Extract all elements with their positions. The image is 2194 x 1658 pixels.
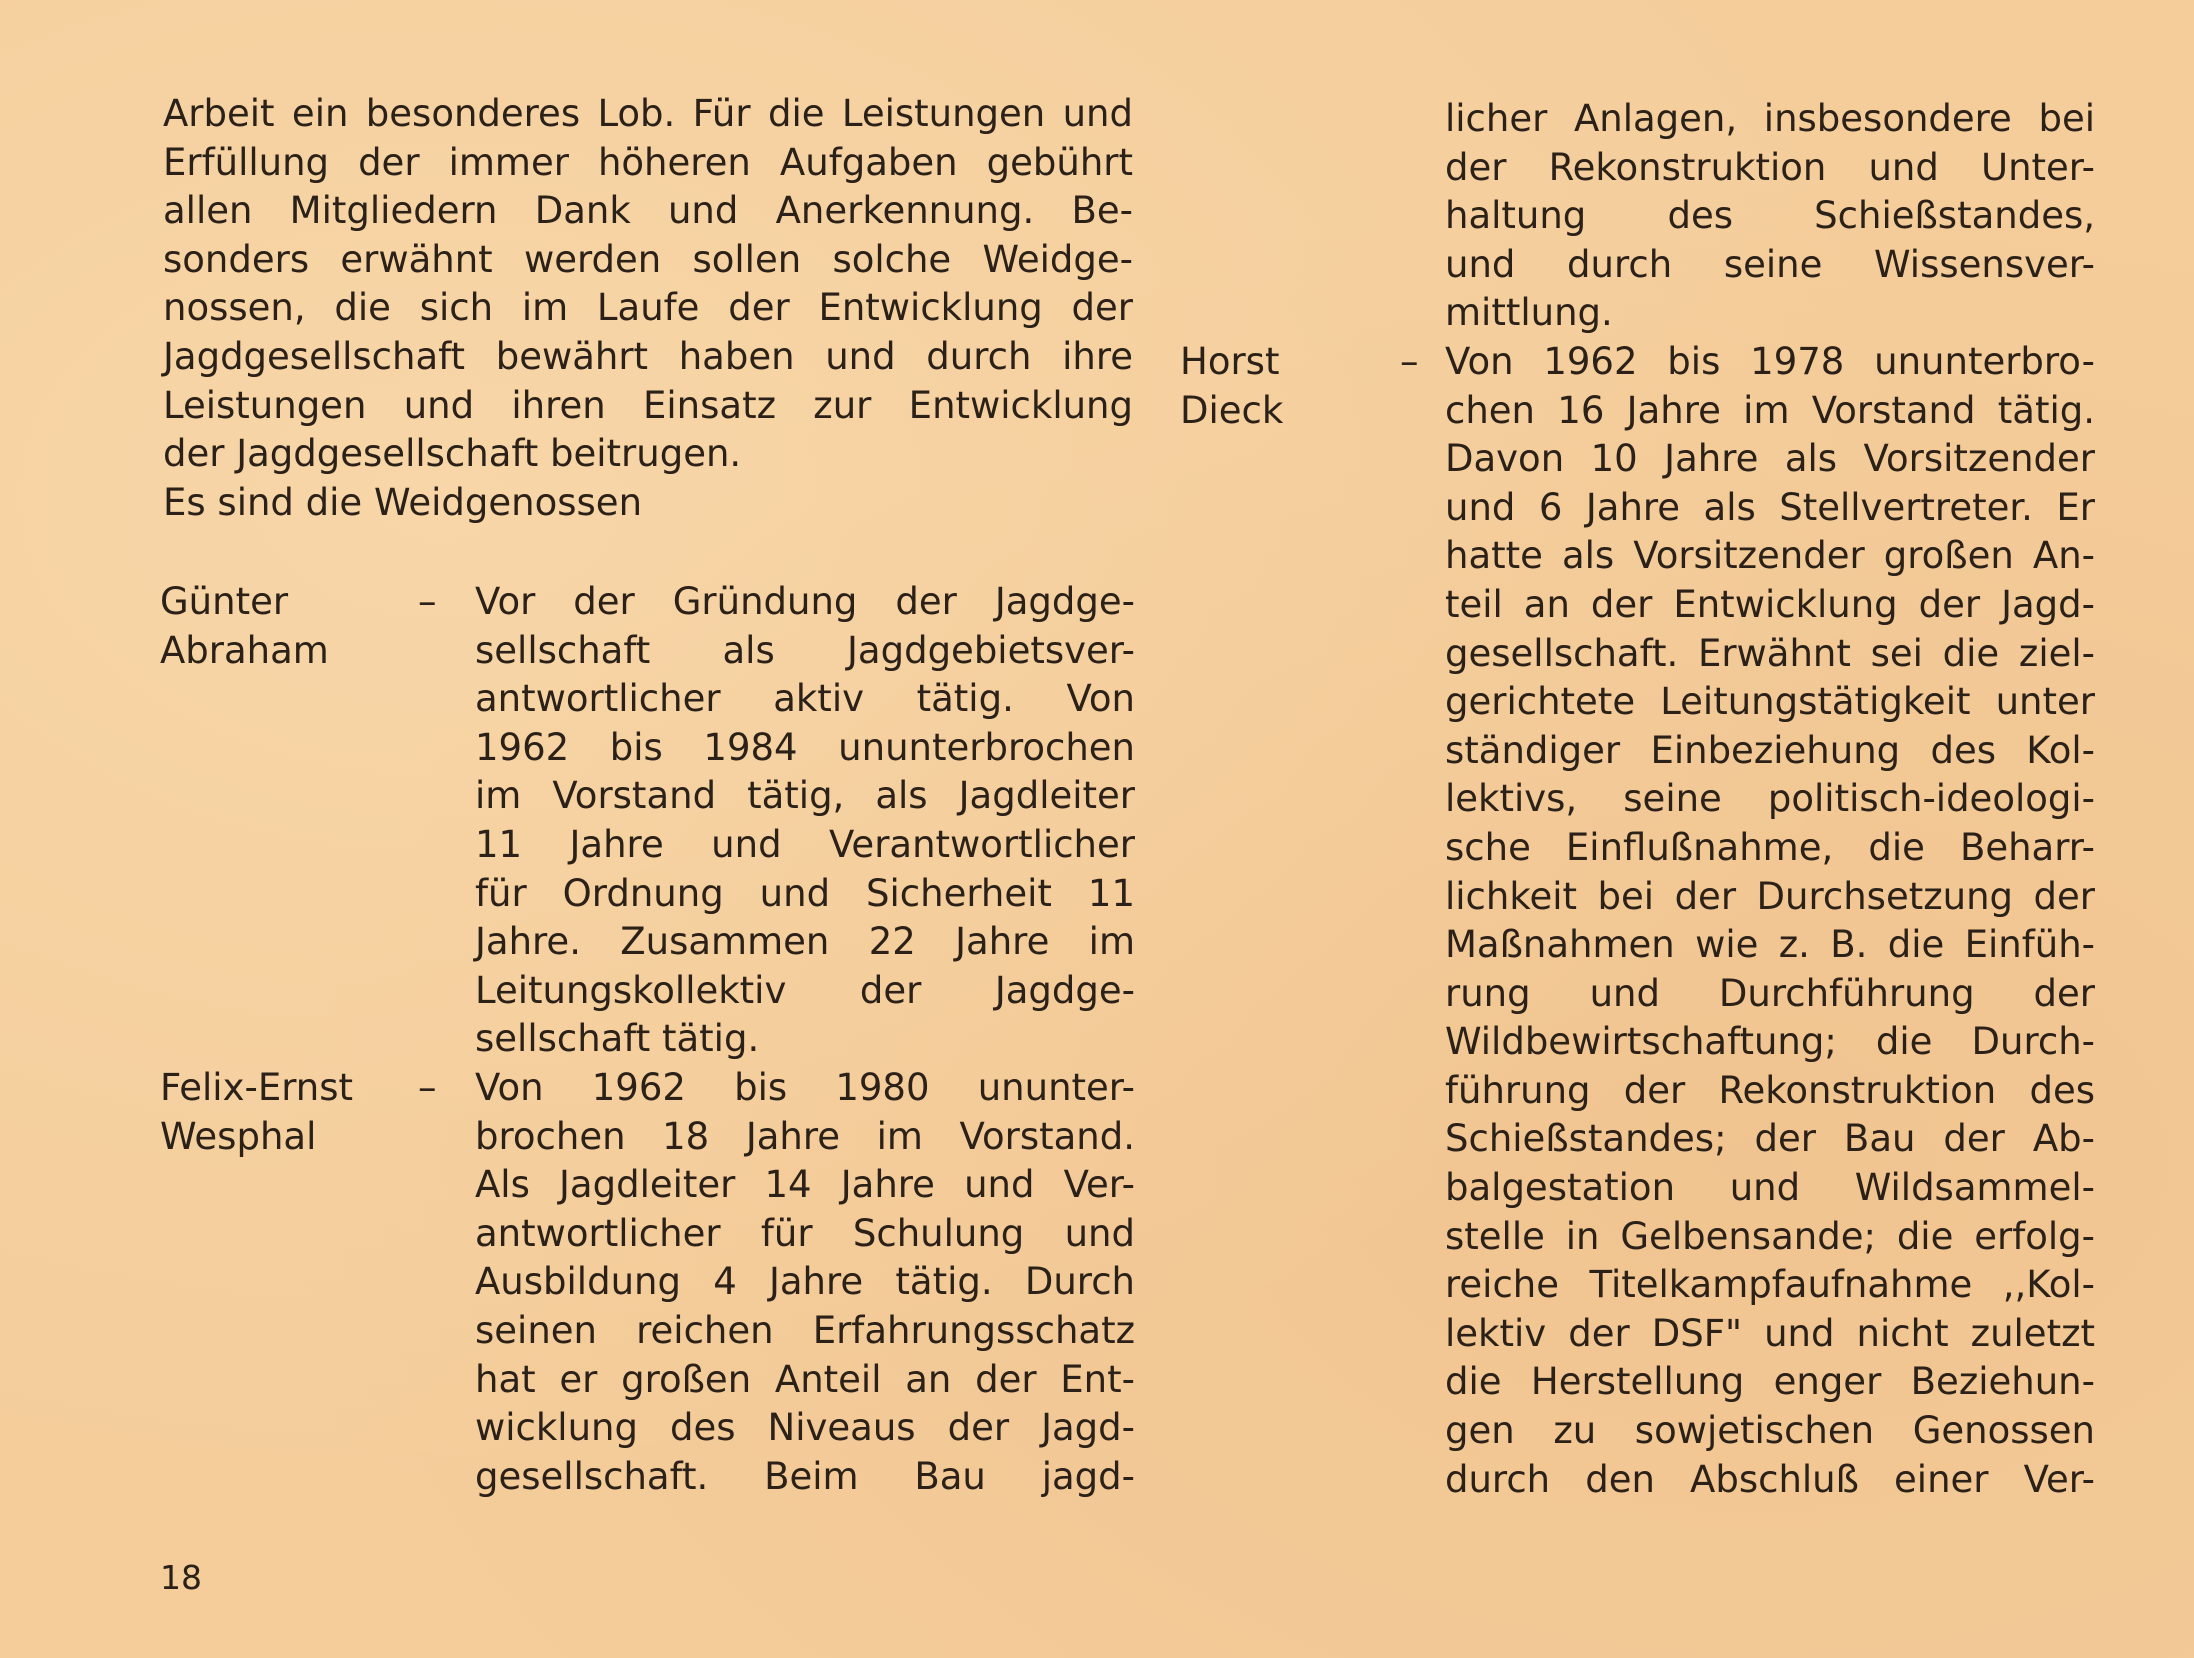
entry-text-line: antwortlicher für Schulung und	[475, 1211, 1135, 1255]
continuation-line: und durch seine Wissensver-	[1445, 242, 2095, 286]
intro-line: Erfüllung der immer höheren Aufgaben gebührt	[163, 140, 1133, 184]
intro-line: Jagdgesellschaft bewährt haben und durch ihre	[163, 334, 1133, 378]
entry-text-line: die Herstellung enger Beziehun-	[1445, 1360, 2095, 1404]
entry-text-line: gerichtete Leitungstätigkeit unter	[1445, 680, 2095, 724]
continuation-line: der Rekonstruktion und Unter-	[1445, 145, 2095, 189]
entry-name	[160, 1064, 418, 1501]
entry-text-line: Schießstandes; der Bau der Ab-	[1445, 1117, 2095, 1161]
intro-line: Arbeit ein besonderes Lob. Für die Leistungen und	[163, 92, 1133, 135]
entry-text-line: ständiger Einbeziehung des Kol-	[1445, 728, 2095, 772]
continuation-paragraph	[1445, 95, 2095, 338]
entry-text-line: hatte als Vorsitzender großen An-	[1445, 534, 2095, 578]
entry-name-line: Felix-Ernst	[160, 1065, 354, 1109]
entry-name-line: Horst	[1180, 339, 1280, 383]
entry-name-line: Wesphal	[160, 1114, 317, 1158]
continuation-line: mittlung.	[1445, 291, 1613, 335]
entry-text-line: Leitungskollektiv der Jagdge-	[475, 968, 1135, 1012]
entry-text-line: stelle in Gelbensande; die erfolg-	[1445, 1214, 2095, 1258]
entry-text-line: Jahre. Zusammen 22 Jahre im	[475, 920, 1135, 964]
entry-text-line: führung der Rekonstruktion des	[1445, 1068, 2095, 1112]
intro-paragraph	[163, 90, 1133, 527]
entry-text-line: im Vorstand tätig, als Jagdleiter	[475, 774, 1135, 818]
intro-line: allen Mitgliedern Dank und Anerkennung. Be-	[163, 189, 1133, 233]
entry-text-line: 11 Jahre und Verantwortlicher	[475, 822, 1135, 866]
entry-dash: –	[418, 1065, 437, 1109]
entry-text	[1445, 338, 2095, 1504]
entry-text-line: gesellschaft. Beim Bau jagd-	[475, 1454, 1135, 1498]
entry-text-line: Wildbewirtschaftung; die Durch-	[1445, 1020, 2095, 1064]
entry-text-line: brochen 18 Jahre im Vorstand.	[475, 1114, 1135, 1158]
entry-dash: –	[1400, 339, 1419, 383]
continuation-line: licher Anlagen, insbesondere bei	[1445, 97, 2095, 140]
entry-text-line: chen 16 Jahre im Vorstand tätig.	[1445, 388, 2095, 432]
entry-text-line: für Ordnung und Sicherheit 11	[475, 871, 1135, 915]
entry-text-line: rung und Durchführung der	[1445, 971, 2095, 1015]
entry-name	[160, 578, 418, 1064]
entry-name-line: Günter	[160, 580, 289, 623]
entry-name-line: Dieck	[1180, 388, 1284, 432]
entry-text-line: Vor der Gründung der Jagdge-	[475, 580, 1135, 623]
entry-text-line: lektivs, seine politisch-ideologi-	[1445, 777, 2095, 821]
entry-text-line: wicklung des Niveaus der Jagd-	[475, 1406, 1135, 1450]
entry-text-line: antwortlicher aktiv tätig. Von	[475, 677, 1135, 721]
entry-felix-ernst-wesphal	[160, 1064, 1135, 1501]
entry-guenter-abraham	[160, 578, 1135, 1064]
entry-text-line: 1962 bis 1984 ununterbrochen	[475, 725, 1135, 769]
right-column	[1180, 95, 2095, 1504]
entry-text-line: sche Einflußnahme, die Beharr-	[1445, 825, 2095, 869]
entry-text-line: gesellschaft. Erwähnt sei die ziel-	[1445, 631, 2095, 675]
entry-text-line: Als Jagdleiter 14 Jahre und Ver-	[475, 1163, 1135, 1207]
entry-text-line: Von 1962 bis 1978 ununterbro-	[1445, 339, 2095, 383]
entry-text-line: sellschaft als Jagdgebietsver-	[475, 628, 1135, 672]
intro-line: nossen, die sich im Laufe der Entwicklung der	[163, 286, 1133, 330]
page-number: 18	[160, 1558, 202, 1597]
entry-text-line: gen zu sowjetischen Genossen	[1445, 1409, 2095, 1453]
intro-line: der Jagdgesellschaft beitrugen.	[163, 432, 742, 476]
entry-name-line: Abraham	[160, 628, 329, 672]
entry-text-line: durch den Abschluß einer Ver-	[1445, 1457, 2095, 1501]
entries-left-column	[160, 578, 1135, 1501]
entry-text-line: Maßnahmen wie z. B. die Einfüh-	[1445, 923, 2095, 967]
entry-text-line: und 6 Jahre als Stellvertreter. Er	[1445, 485, 2095, 529]
entry-text-line: hat er großen Anteil an der Ent-	[475, 1357, 1135, 1401]
entry-text-line: seinen reichen Erfahrungsschatz	[475, 1308, 1135, 1352]
entry-text	[475, 578, 1135, 1064]
entry-text-line: balgestation und Wildsammel-	[1445, 1166, 2095, 1210]
entry-horst-dieck	[1180, 338, 2095, 1504]
entry-text-line: teil an der Entwicklung der Jagd-	[1445, 582, 2095, 626]
entry-text-line: Von 1962 bis 1980 ununter-	[475, 1065, 1135, 1109]
entry-text-line: sellschaft tätig.	[475, 1017, 760, 1061]
intro-line: Es sind die Weidgenossen	[163, 480, 643, 524]
intro-line: Leistungen und ihren Einsatz zur Entwicklung	[163, 383, 1133, 427]
entry-text-line: reiche Titelkampfaufnahme ,,Kol-	[1445, 1263, 2095, 1307]
entry-text-line: lektiv der DSF" und nicht zuletzt	[1445, 1311, 2095, 1355]
entry-name	[1180, 338, 1400, 1504]
entry-text-line: Ausbildung 4 Jahre tätig. Durch	[475, 1260, 1135, 1304]
entry-text	[475, 1064, 1135, 1501]
entry-dash: –	[418, 580, 437, 623]
continuation-line: haltung des Schießstandes,	[1445, 194, 2095, 238]
entry-text-line: lichkeit bei der Durchsetzung der	[1445, 874, 2095, 918]
intro-line: sonders erwähnt werden sollen solche Weidge-	[163, 237, 1133, 281]
entry-text-line: Davon 10 Jahre als Vorsitzender	[1445, 437, 2095, 481]
